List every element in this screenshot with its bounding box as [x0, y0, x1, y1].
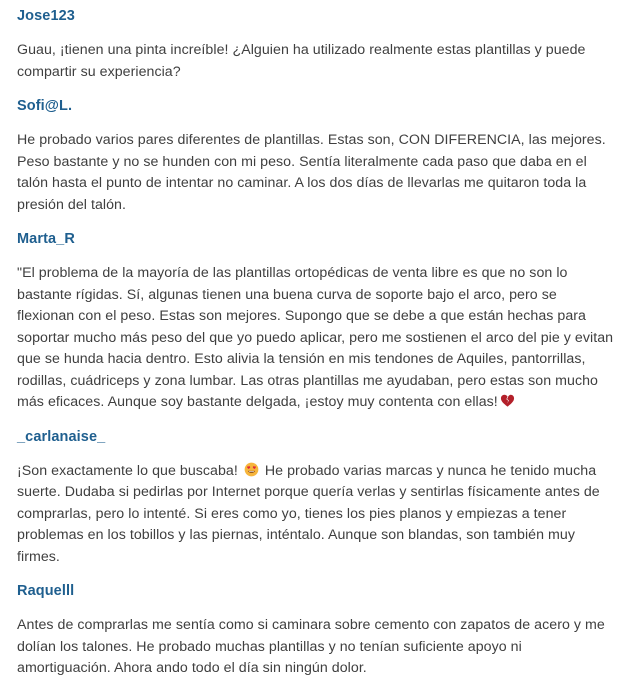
- review-author: Raquelll: [17, 583, 75, 599]
- review-text-container: [17, 461, 615, 569]
- review-item: [17, 581, 615, 680]
- review-text: "El problema de la mayoría de las plantillas ortopédicas de venta libre es que no son lo bastante rígidas. Sí, algunas tienen una buena curva de soporte bajo el arco, pero se flexionan con el peso. Estas son mejores. Supongo que se debe a que están hechas para soportar mucho más peso del que yo puedo aplicar, pero me sostienen el arco del pie y evitan que se hunda hacia dentro. Esto alivia la tensión en mis tendones de Aquiles, pantorrillas, rodillas, cuádriceps y zona lumbar. Las otras plantillas me ayudaban, pero estas son mucho más eficaces. Aunque soy bastante delgada, ¡estoy muy contenta con ellas!: [17, 265, 614, 410]
- review-text: He probado varios pares diferentes de plantillas. Estas son, CON DIFERENCIA, las mejores. Peso bastante y no se hunden con mi peso. Sentía literalmente cada paso que daba en el talón hasta el punto de intentar no caminar. A los dos días de llevarlas me quitaron toda la presión del talón.: [17, 132, 606, 213]
- review-author: _carlanaise_: [17, 428, 106, 445]
- heart-eyes-icon: [244, 462, 259, 477]
- review-text: Guau, ¡tienen una pinta increíble! ¿Alguien ha utilizado realmente estas plantillas y puede compartir su experiencia?: [17, 42, 586, 80]
- review-text: Antes de comprarlas me sentía como si caminara sobre cemento con zapatos de acero y me dolían los talones. He probado muchas plantillas y no tenían suficiente apoyo ni amortiguación. Ahora ando todo el día sin ningún dolor.: [17, 617, 605, 676]
- review-text-before: ¡Son exactamente lo que buscaba!: [17, 462, 238, 479]
- review-item: [17, 96, 615, 216]
- review-author: Sofi@L.: [17, 98, 73, 114]
- review-item: [17, 6, 615, 83]
- review-author: Marta_R: [17, 231, 75, 247]
- review-item: [17, 427, 615, 569]
- review-author: Jose123: [17, 8, 75, 24]
- review-item: [17, 229, 615, 414]
- heart-broken-icon: [500, 393, 515, 408]
- review-text-container: [17, 263, 615, 414]
- review-text-after: He probado varias marcas y nunca he tenido mucha suerte. Dudaba si pedirlas por Internet porque quería verlas y sentirlas físicamente antes de comprarlas, pero lo intenté. Si eres como yo, tienes los pies planos y empiezas a tener problemas en los tobillos y las piernas, inténtalo. Aunque son blandas, son también muy firmes.: [17, 462, 600, 565]
